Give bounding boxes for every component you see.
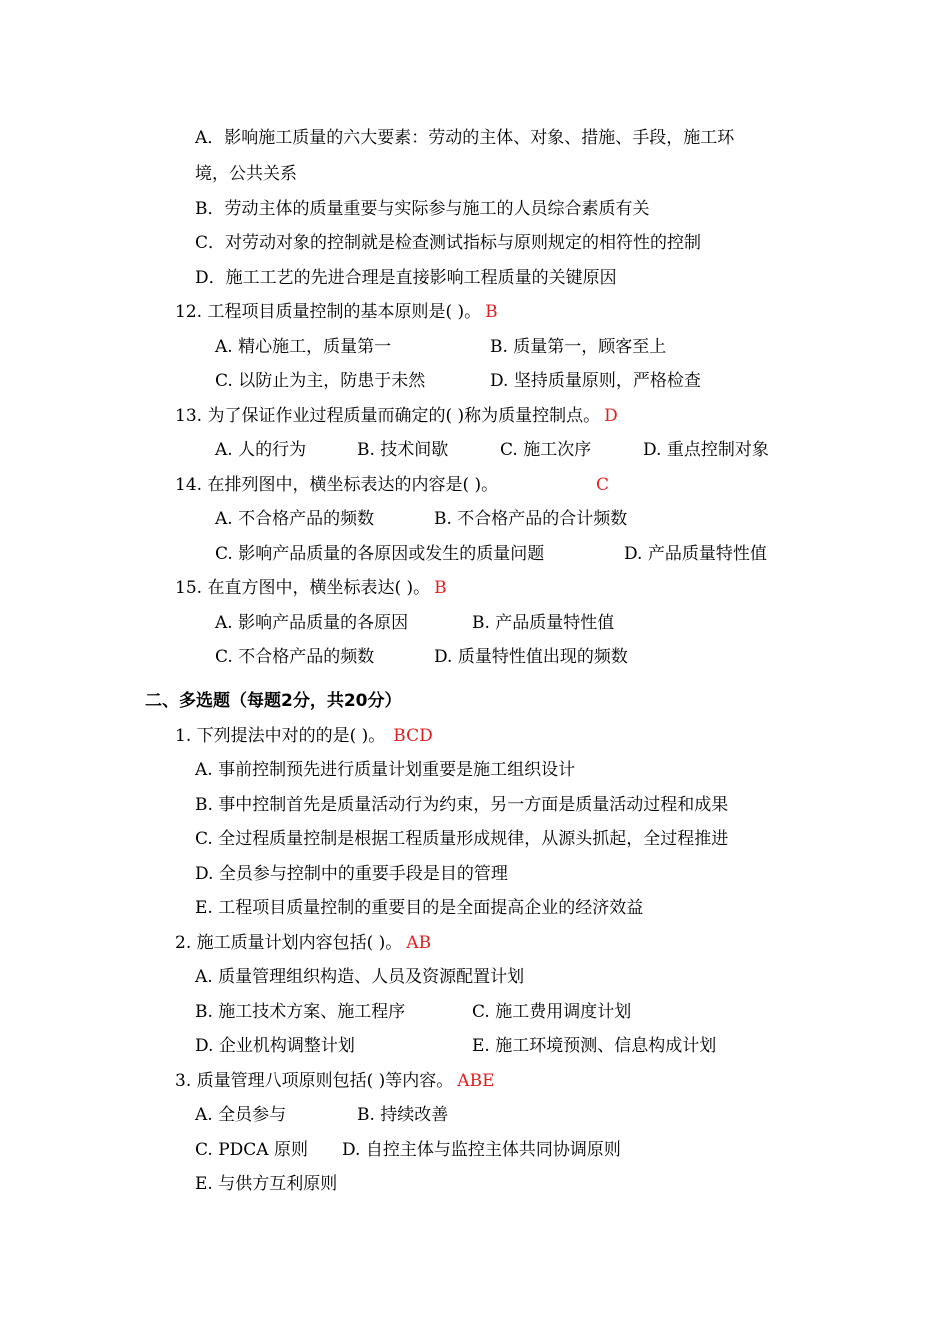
mq3-answer: ABE xyxy=(457,1071,495,1091)
mq1-option-a: A. 事前控制预先进行质量计划重要是施工组织设计 xyxy=(195,760,576,780)
mq1-option-e: E. 工程项目质量控制的重要目的是全面提高企业的经济效益 xyxy=(195,898,644,918)
q12-option-c: C. 以防止为主，防患于未然 xyxy=(215,371,426,391)
q14-option-a: A. 不合格产品的频数 xyxy=(215,509,375,529)
mq1-option-b: B. 事中控制首先是质量活动行为约束，另一方面是质量活动过程和成果 xyxy=(195,795,729,815)
mq3-option-d: D. 自控主体与监控主体共同协调原则 xyxy=(342,1140,621,1160)
mq1-stem: 1. 下列提法中对的的是( )。 xyxy=(175,726,386,746)
mq3-stem: 3. 质量管理八项原则包括( )等内容。 xyxy=(175,1071,454,1091)
q12-answer: B xyxy=(485,302,498,322)
q15-answer: B xyxy=(434,578,447,598)
mq1-stem-row xyxy=(175,725,433,747)
q14-answer: C xyxy=(596,475,610,495)
q14-stem: 14. 在排列图中，横坐标表达的内容是( )。 xyxy=(175,475,499,495)
q15-stem: 15. 在直方图中，横坐标表达( )。 xyxy=(175,578,431,598)
q12-stem-row xyxy=(175,301,498,323)
q13-answer: D xyxy=(604,406,618,426)
q15-stem-row xyxy=(175,577,447,599)
q12-option-d: D. 坚持质量原则，严格检查 xyxy=(490,371,701,391)
q15-option-d: D. 质量特性值出现的频数 xyxy=(434,647,628,667)
q15-option-b: B. 产品质量特性值 xyxy=(472,613,615,633)
mq1-option-c: C. 全过程质量控制是根据工程质量形成规律，从源头抓起，全过程推进 xyxy=(195,829,729,849)
q15-option-c: C. 不合格产品的频数 xyxy=(215,647,375,667)
q11-option-a-line1: A．影响施工质量的六大要素：劳动的主体、对象、措施、手段，施工环 xyxy=(195,128,735,148)
mq1-answer: BCD xyxy=(393,726,433,746)
q12-stem: 12. 工程项目质量控制的基本原则是( )。 xyxy=(175,302,482,322)
mq3-option-c: C. PDCA 原则 xyxy=(195,1140,308,1160)
q13-option-a: A. 人的行为 xyxy=(215,440,307,460)
q11-option-a-line2: 境，公共关系 xyxy=(195,164,297,184)
mq2-answer: AB xyxy=(406,933,432,953)
mq1-option-d: D. 全员参与控制中的重要手段是目的管理 xyxy=(195,864,508,884)
mq3-stem-row xyxy=(175,1070,494,1092)
mq3-option-e: E. 与供方互利原则 xyxy=(195,1174,338,1194)
mq2-stem: 2. 施工质量计划内容包括( )。 xyxy=(175,933,403,953)
q13-stem-row xyxy=(175,405,618,427)
q12-option-b: B. 质量第一，顾客至上 xyxy=(490,337,667,357)
q14-option-c: C. 影响产品质量的各原因或发生的质量问题 xyxy=(215,544,545,564)
q13-option-b: B. 技术间歇 xyxy=(357,440,449,460)
q13-option-c: C. 施工次序 xyxy=(500,440,592,460)
mq2-option-d: D. 企业机构调整计划 xyxy=(195,1036,355,1056)
mq3-option-a: A. 全员参与 xyxy=(195,1105,287,1125)
q11-option-b: B．劳动主体的质量重要与实际参与施工的人员综合素质有关 xyxy=(195,199,650,219)
mq2-option-c: C. 施工费用调度计划 xyxy=(472,1002,632,1022)
mq2-option-e: E. 施工环境预测、信息构成计划 xyxy=(472,1036,717,1056)
mq2-stem-row xyxy=(175,932,431,954)
q11-option-c: C．对劳动对象的控制就是检查测试指标与原则规定的相符性的控制 xyxy=(195,233,702,253)
mq2-option-a: A. 质量管理组织构造、人员及资源配置计划 xyxy=(195,967,525,987)
q13-option-d: D. 重点控制对象 xyxy=(643,440,769,460)
q11-option-d: D．施工工艺的先进合理是直接影响工程质量的关键原因 xyxy=(195,268,617,288)
section-heading-multiple-choice: 二、多选题（每题2分，共20分） xyxy=(145,691,402,711)
q12-option-a: A. 精心施工，质量第一 xyxy=(215,337,392,357)
q13-stem: 13. 为了保证作业过程质量而确定的( )称为质量控制点。 xyxy=(175,406,601,426)
q14-option-b: B. 不合格产品的合计频数 xyxy=(434,509,628,529)
mq2-option-b: B. 施工技术方案、施工程序 xyxy=(195,1002,406,1022)
q15-option-a: A. 影响产品质量的各原因 xyxy=(215,613,409,633)
q14-option-d: D. 产品质量特性值 xyxy=(624,544,767,564)
q14-stem-row xyxy=(175,474,498,496)
mq3-option-b: B. 持续改善 xyxy=(357,1105,449,1125)
